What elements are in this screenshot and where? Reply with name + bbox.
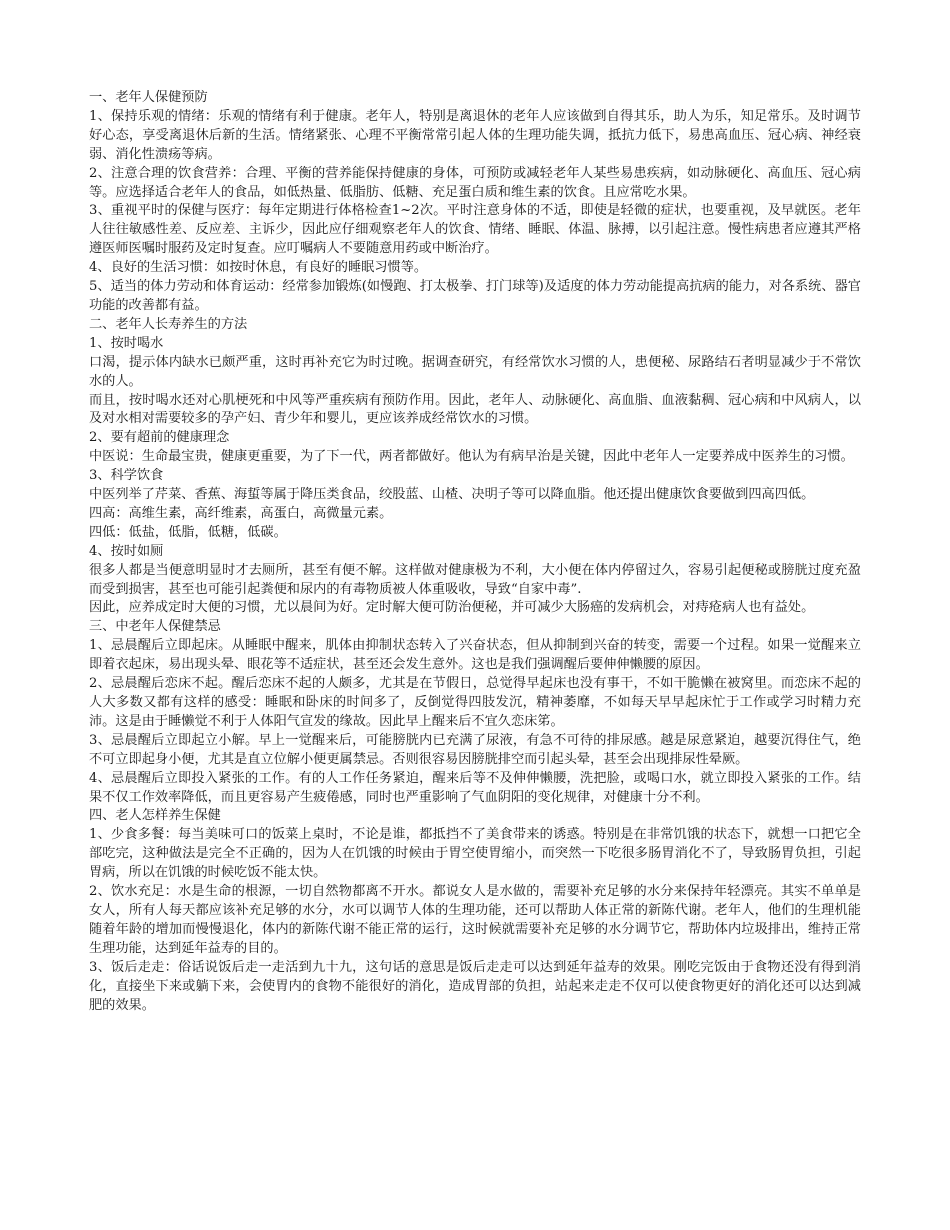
paragraph: 3、重视平时的保健与医疗：每年定期进行体格检查1~2次。平时注意身体的不适，即使是轻微的症状，也要重视，及早就医。老年人往往敏感性差、反应差、主诉少，因此应仔细观察老年人的饮食、情绪、睡眠、体温、脉搏，以引起注意。慢性病患者应遵其严格遵医师医嘱时服药及定时复查。应叮嘱病人不要随意用药或中断治疗。 [89, 203, 861, 257]
section-heading: 四、老人怎样养生保健 [89, 808, 221, 824]
paragraph: 4、忌晨醒后立即投入紧张的工作。有的人工作任务紧迫，醒来后等不及伸伸懒腰，洗把脸，或喝口水，就立即投入紧张的工作。结果不仅工作效率降低，而且更容易产生疲倦感，同时也严重影响了气血阴阳的变化规律，对健康十分不利。 [89, 770, 861, 805]
section-heading: 二、老年人长寿养生的方法 [89, 316, 248, 332]
paragraph: 5、适当的体力劳动和体育运动：经常参加锻炼(如慢跑、打太极拳、打门球等)及适度的体力劳动能提高抗病的能力，对各系统、器官功能的改善都有益。 [89, 279, 861, 313]
paragraph: 很多人都是当便意明显时才去厕所，甚至有便不解。这样做对健康极为不利，大小便在体内停留过久，容易引起便秘或膀胱过度充盈而受到损害，甚至也可能引起粪便和尿内的有毒物质被人体重吸收，导致“自家中毒”. [89, 562, 861, 597]
paragraph: 4、良好的生活习惯：如按时休息，有良好的睡眠习惯等。 [89, 260, 428, 276]
paragraph: 3、饭后走走：俗话说饭后走一走活到九十九，这句话的意思是饭后走走可以达到延年益寿的效果。刚吃完饭由于食物还没有得到消化，直接坐下来或躺下来，会使胃内的食物不能很好的消化，造成胃部的负担，站起来走走不仅可以使食物更好的消化还可以达到减肥的效果。 [89, 959, 861, 1013]
subheading: 3、科学饮食 [89, 468, 164, 484]
paragraph: 四高：高维生素，高纤维素，高蛋白，高微量元素。 [89, 505, 393, 521]
paragraph: 1、保持乐观的情绪：乐观的情绪有利于健康。老年人，特别是离退休的老年人应该做到自得其乐，助人为乐，知足常乐。及时调节好心态，享受离退休后新的生活。情绪紧张、心理不平衡常常引起人体的生理功能失调，抵抗力低下，易患高血压、冠心病、神经衰弱、消化性溃疡等病。 [89, 108, 861, 162]
section-health-taboos [89, 618, 861, 807]
subheading: 2、要有超前的健康理念 [89, 430, 230, 446]
paragraph: 1、忌晨醒后立即起床。从睡眠中醒来，肌体由抑制状态转入了兴奋状态，但从抑制到兴奋的转变，需要一个过程。如果一觉醒来立即着衣起床，易出现头晕、眼花等不适症状，甚至还会发生意外。这也是我们强调醒后要伸伸懒腰的原因。 [89, 638, 861, 673]
paragraph: 2、饮水充足：水是生命的根源，一切自然物都离不开水。都说女人是水做的，需要补充足够的水分来保持年轻漂亮。其实不单单是女人，所有人每天都应该补充足够的水分，水可以调节人体的生理功能，还可以帮助人体正常的新陈代谢。老年人，他们的生理机能随着年龄的增加而慢慢退化，体内的新陈代谢不能正常的运行，这时候就需要补充足够的水分调节它，帮助体内垃圾排出，维持正常生理功能，达到延年益寿的目的。 [89, 884, 861, 956]
paragraph: 2、注意合理的饮食营养：合理、平衡的营养能保持健康的身体，可预防或减轻老年人某些易患疾病，如动脉硬化、高血压、冠心病等。应选择适合老年人的食品，如低热量、低脂肪、低糖、充足蛋白质和维生素的饮食。且应常吃水果。 [89, 165, 861, 200]
section-heading: 一、老年人保健预防 [89, 90, 208, 105]
paragraph: 中医说：生命最宝贵，健康更重要，为了下一代，两者都做好。他认为有病早治是关键，因此中老年人一定要养成中医养生的习惯。 [89, 449, 854, 465]
section-longevity-methods [89, 316, 861, 619]
paragraph: 中医列举了芹菜、香蕉、海蜇等属于降压类食品，绞股蓝、山楂、决明子等可以降血脂。他还提出健康饮食要做到四高四低。 [89, 487, 815, 503]
paragraph: 四低：低盐，低脂，低糖，低碳。 [89, 524, 287, 540]
paragraph: 而且，按时喝水还对心肌梗死和中风等严重疾病有预防作用。因此，老年人、动脉硬化、高血脂、血液黏稠、冠心病和中风病人，以及对水相对需要较多的孕产妇、青少年和婴儿，更应该养成经常饮水的习惯。 [89, 392, 861, 427]
paragraph: 3、忌晨醒后立即起立小解。早上一觉醒来后，可能膀胱内已充满了尿液，有急不可待的排尿感。越是尿意紧迫，越要沉得住气，绝不可立即起身小便，尤其是直立位解小便更属禁忌。否则很容易因膀胱排空而引起头晕，甚至会出现排尿性晕厥。 [89, 732, 861, 767]
paragraph: 因此，应养成定时大便的习惯，尤以晨间为好。定时解大便可防治便秘，并可减少大肠癌的发病机会，对痔疮病人也有益处。 [89, 600, 815, 616]
section-heading: 三、中老年人保健禁忌 [89, 619, 221, 635]
document-page [89, 89, 861, 1015]
subheading: 4、按时如厕 [89, 543, 164, 559]
section-how-elderly-stay-healthy [89, 807, 861, 1015]
subheading: 1、按时喝水 [89, 335, 164, 351]
paragraph: 2、忌晨醒后恋床不起。醒后恋床不起的人颇多，尤其是在节假日，总觉得早起床也没有事干，不如干脆懒在被窝里。而恋床不起的人大多数又都有这样的感受：睡眠和卧床的时间多了，反倒觉得四肢发沉，精神萎靡，不如每天早早起床忙于工作或学习时精力充沛。这是由于睡懒觉不利于人体阳气宣发的缘故。因此早上醒来后不宜久恋床笫。 [89, 676, 861, 729]
paragraph: 口渴，提示体内缺水已颇严重，这时再补充它为时过晚。据调查研究，有经常饮水习惯的人，患便秘、尿路结石者明显减少于不常饮水的人。 [89, 354, 861, 389]
paragraph: 1、少食多餐：每当美味可口的饭菜上桌时，不论是谁，都抵挡不了美食带来的诱惑。特别是在非常饥饿的状态下，就想一口把它全部吃完，这种做法是完全不正确的，因为人在饥饿的时候由于胃空使胃缩小，而突然一下吃很多肠胃消化不了，导致肠胃负担，引起胃病，所以在饥饿的时候吃饭不能太快。 [89, 827, 861, 881]
section-elderly-health-prevention [89, 89, 861, 316]
